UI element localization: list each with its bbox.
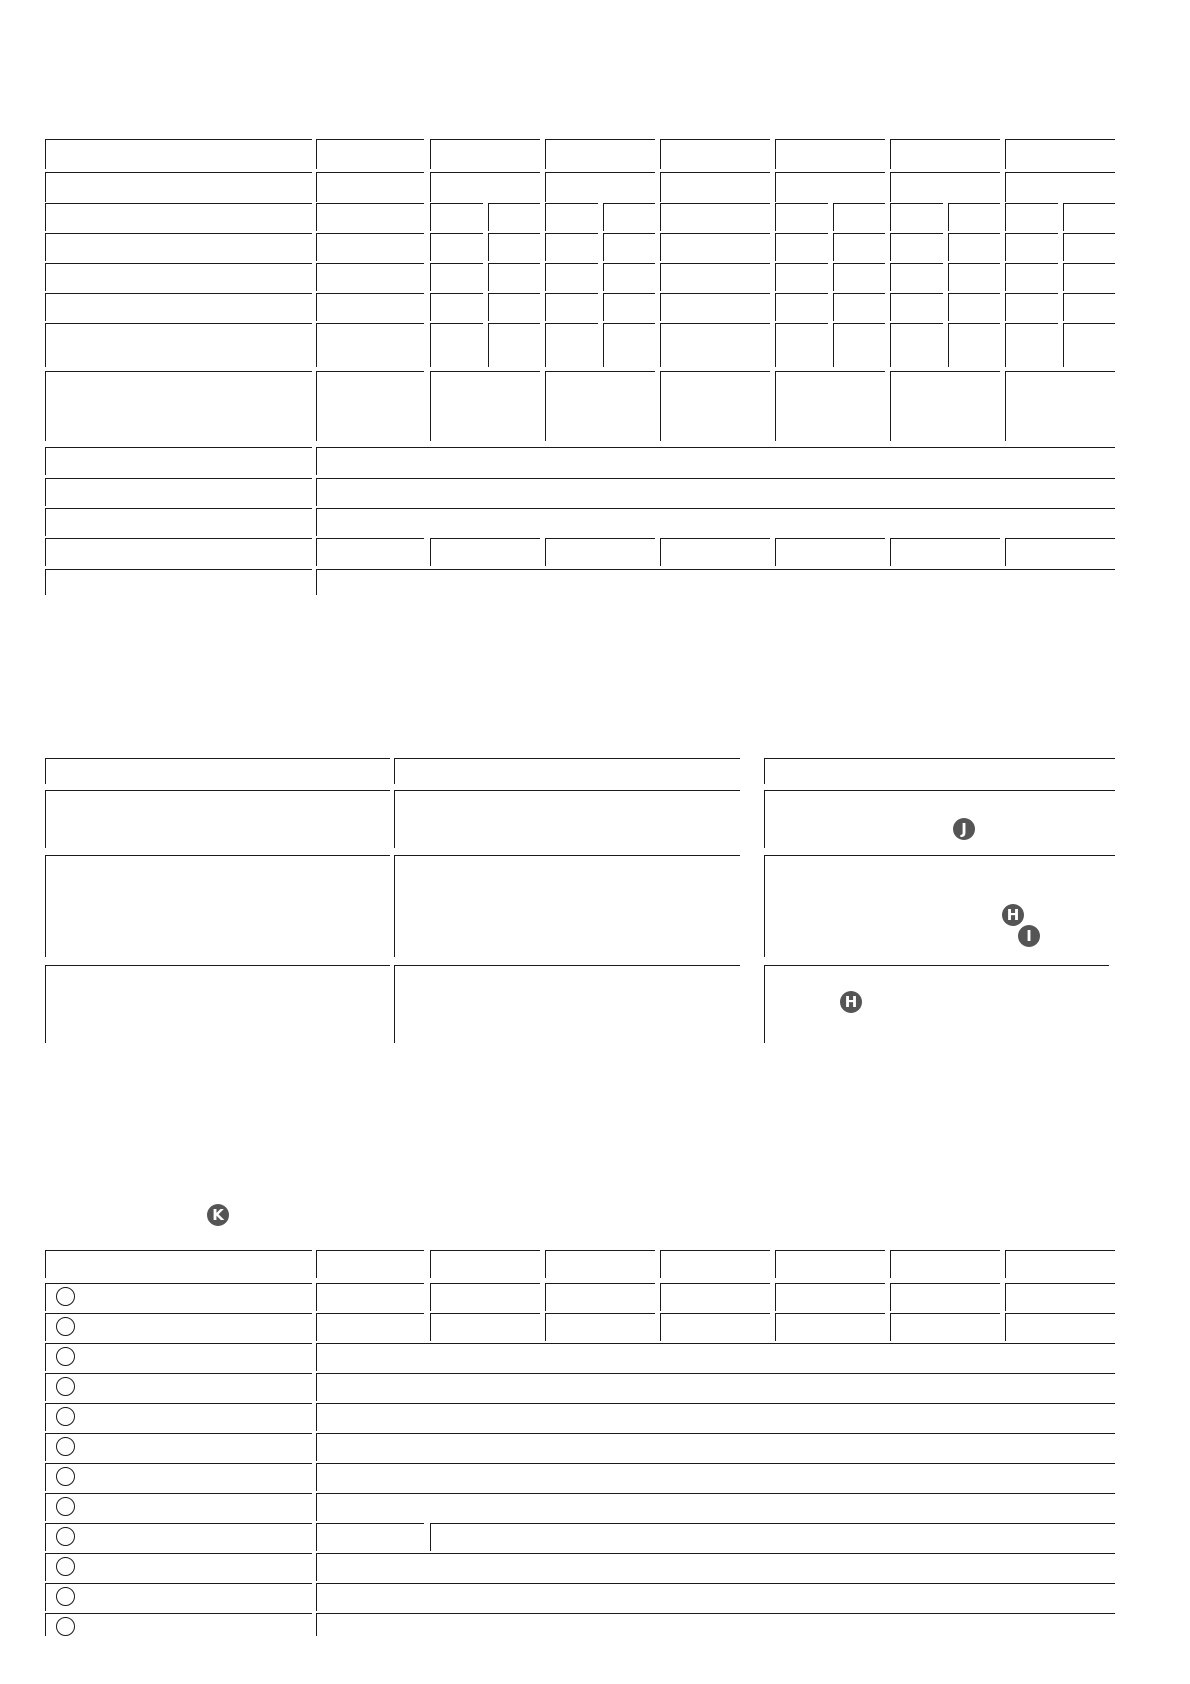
table-1-cell	[948, 263, 1000, 291]
table-1-cell	[430, 263, 483, 291]
bullet-circle-icon	[56, 1287, 75, 1306]
table-1-cell	[545, 538, 655, 566]
table-3-cell	[316, 1433, 1115, 1461]
table-3-cell	[430, 1250, 540, 1278]
table-1-cell	[45, 233, 312, 261]
table-1-cell	[833, 233, 885, 261]
table-1-cell	[890, 538, 1000, 566]
table-1-cell	[775, 323, 828, 367]
table-1-cell	[1063, 233, 1115, 261]
table-1-cell	[660, 538, 770, 566]
bullet-circle-icon	[56, 1617, 75, 1636]
table-3-cell	[660, 1250, 770, 1278]
table-1-cell	[833, 203, 885, 231]
table-1-cell	[316, 323, 424, 367]
table-3-cell	[45, 1433, 312, 1461]
table-1-cell	[45, 139, 312, 169]
bullet-circle-icon	[56, 1557, 75, 1576]
bullet-circle-icon	[56, 1527, 75, 1546]
table-3-cell	[316, 1583, 1115, 1611]
table-3-cell	[45, 1583, 312, 1611]
table-3-cell	[775, 1250, 885, 1278]
table-3-cell	[890, 1313, 1000, 1341]
table-1-cell	[833, 263, 885, 291]
table-1-cell	[430, 293, 483, 321]
table-1-cell	[660, 233, 770, 261]
table-1-cell	[430, 139, 540, 169]
table-1-cell	[890, 233, 943, 261]
marker-h-icon: H	[1002, 904, 1024, 926]
table-1-cell	[488, 293, 540, 321]
table-1-cell	[1005, 538, 1115, 566]
table-1-cell	[948, 233, 1000, 261]
table-1-cell	[603, 233, 655, 261]
table-1-cell	[890, 172, 1000, 202]
table-3-cell	[316, 1553, 1115, 1581]
table-3-cell	[545, 1250, 655, 1278]
table-3-cell	[316, 1283, 424, 1311]
table-3-cell	[1005, 1313, 1115, 1341]
bullet-circle-icon	[56, 1587, 75, 1606]
table-1-cell	[1005, 293, 1058, 321]
table-3-cell	[316, 1403, 1115, 1431]
bullet-circle-icon	[56, 1497, 75, 1516]
table-1-cell	[430, 233, 483, 261]
table-3-cell	[45, 1403, 312, 1431]
table-1-cell	[890, 293, 943, 321]
table-3-cell	[45, 1313, 312, 1341]
table-1-cell	[890, 323, 943, 367]
table-1-cell	[775, 172, 885, 202]
table-1-cell	[603, 323, 655, 367]
table-1-cell	[488, 263, 540, 291]
table-2-cell	[394, 790, 740, 848]
table-3-cell	[316, 1373, 1115, 1401]
bullet-circle-icon	[56, 1377, 75, 1396]
table-1-cell	[775, 263, 828, 291]
table-3-cell	[430, 1283, 540, 1311]
table-1-cell	[833, 293, 885, 321]
table-3-cell	[545, 1313, 655, 1341]
table-1-cell	[488, 323, 540, 367]
table-1-cell	[660, 323, 770, 367]
table-1-cell	[890, 263, 943, 291]
marker-k-icon: K	[207, 1204, 229, 1226]
bullet-circle-icon	[56, 1347, 75, 1366]
table-1-cell	[890, 203, 943, 231]
table-1-cell	[316, 569, 1115, 595]
table-1-cell	[775, 538, 885, 566]
marker-j-icon: J	[953, 818, 975, 840]
table-1-cell	[775, 203, 828, 231]
table-1-cell	[316, 538, 424, 566]
table-2-cell	[764, 790, 1115, 848]
table-3-cell	[45, 1343, 312, 1371]
table-1-cell	[545, 172, 655, 202]
table-1-cell	[316, 233, 424, 261]
table-3-cell	[45, 1553, 312, 1581]
table-1-cell	[1005, 139, 1115, 169]
table-2-cell	[45, 855, 390, 957]
table-1-cell	[45, 569, 312, 595]
table-1-cell	[660, 172, 770, 202]
table-1-cell	[316, 139, 424, 169]
table-1-cell	[430, 203, 483, 231]
table-1-cell	[45, 538, 312, 566]
table-2-cell	[764, 965, 1109, 1043]
table-1-cell	[660, 203, 770, 231]
table-1-cell	[45, 172, 312, 202]
table-3-cell	[430, 1313, 540, 1341]
bullet-circle-icon	[56, 1407, 75, 1426]
table-1-cell	[430, 371, 540, 441]
table-1-cell	[545, 139, 655, 169]
table-3-cell	[1005, 1250, 1115, 1278]
table-1-cell	[1005, 203, 1058, 231]
table-3-cell	[545, 1283, 655, 1311]
table-1-cell	[45, 323, 312, 367]
table-1-cell	[1063, 263, 1115, 291]
table-3-cell	[316, 1613, 1115, 1636]
table-1-cell	[545, 263, 598, 291]
table-1-cell	[1005, 172, 1115, 202]
table-1-cell	[948, 293, 1000, 321]
table-1-cell	[545, 371, 655, 441]
table-3-cell	[45, 1373, 312, 1401]
table-3-cell	[660, 1313, 770, 1341]
table-1-cell	[45, 478, 312, 506]
table-3-cell	[316, 1493, 1115, 1521]
table-1-cell	[775, 371, 885, 441]
table-2-cell	[45, 965, 390, 1043]
table-1-cell	[775, 139, 885, 169]
table-1-cell	[316, 263, 424, 291]
table-1-cell	[603, 203, 655, 231]
table-1-cell	[316, 371, 424, 441]
table-1-cell	[660, 371, 770, 441]
table-1-cell	[603, 263, 655, 291]
table-1-cell	[775, 233, 828, 261]
table-1-cell	[45, 263, 312, 291]
table-3-cell	[316, 1250, 424, 1278]
table-3-cell	[775, 1283, 885, 1311]
table-1-cell	[45, 371, 312, 441]
table-1-cell	[775, 293, 828, 321]
table-3-cell	[45, 1463, 312, 1491]
table-3-cell	[890, 1283, 1000, 1311]
table-2-cell	[764, 855, 1115, 957]
table-1-cell	[316, 172, 424, 202]
table-3-cell	[316, 1343, 1115, 1371]
table-3-cell	[1005, 1283, 1115, 1311]
table-1-cell	[545, 233, 598, 261]
table-3-cell	[316, 1523, 424, 1551]
table-1-cell	[45, 293, 312, 321]
table-1-cell	[1063, 293, 1115, 321]
table-1-cell	[45, 203, 312, 231]
table-1-cell	[316, 478, 1115, 506]
table-2-cell	[394, 758, 740, 784]
bullet-circle-icon	[56, 1437, 75, 1456]
table-1-cell	[316, 508, 1115, 536]
table-3-cell	[316, 1313, 424, 1341]
table-1-cell	[660, 293, 770, 321]
table-3-cell	[660, 1283, 770, 1311]
table-3-cell	[45, 1493, 312, 1521]
table-1-cell	[430, 538, 540, 566]
table-1-cell	[45, 447, 312, 475]
table-2-cell	[394, 965, 740, 1043]
table-3-cell	[430, 1523, 1115, 1551]
table-1-cell	[1005, 371, 1115, 441]
table-1-cell	[545, 293, 598, 321]
table-1-cell	[660, 263, 770, 291]
table-3-cell	[45, 1250, 312, 1278]
marker-i-icon: I	[1018, 925, 1040, 947]
table-3-cell	[45, 1283, 312, 1311]
table-1-cell	[488, 203, 540, 231]
table-1-cell	[948, 323, 1000, 367]
table-3-cell	[775, 1313, 885, 1341]
table-1-cell	[890, 371, 1000, 441]
table-1-cell	[316, 203, 424, 231]
table-2-cell	[45, 790, 390, 848]
table-1-cell	[948, 203, 1000, 231]
table-1-cell	[430, 323, 483, 367]
table-3-cell	[45, 1613, 312, 1636]
table-1-cell	[603, 293, 655, 321]
table-3-cell	[316, 1463, 1115, 1491]
table-1-cell	[1063, 203, 1115, 231]
table-1-cell	[1005, 323, 1058, 367]
marker-h-icon: H	[840, 991, 862, 1013]
table-2-cell	[45, 758, 390, 784]
table-1-cell	[1063, 323, 1115, 367]
table-1-cell	[1005, 233, 1058, 261]
table-2-cell	[394, 855, 740, 957]
table-3-cell	[890, 1250, 1000, 1278]
table-2-cell	[764, 758, 1115, 784]
table-1-cell	[488, 233, 540, 261]
table-1-cell	[833, 323, 885, 367]
table-1-cell	[545, 203, 598, 231]
table-1-cell	[45, 508, 312, 536]
table-1-cell	[890, 139, 1000, 169]
table-1-cell	[316, 293, 424, 321]
table-3-cell	[45, 1523, 312, 1551]
table-1-cell	[1005, 263, 1058, 291]
table-1-cell	[545, 323, 598, 367]
table-1-cell	[316, 447, 1115, 475]
table-1-cell	[660, 139, 770, 169]
table-1-cell	[430, 172, 540, 202]
bullet-circle-icon	[56, 1467, 75, 1486]
bullet-circle-icon	[56, 1317, 75, 1336]
